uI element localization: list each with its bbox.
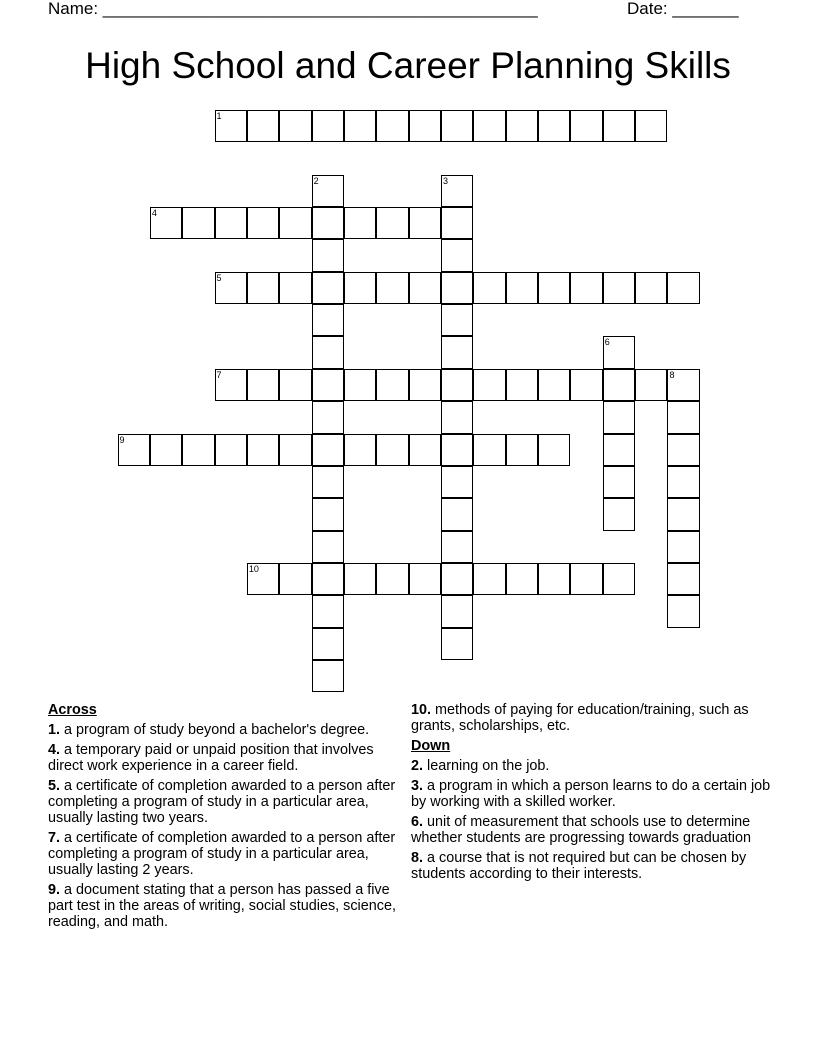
crossword-cell[interactable] xyxy=(441,304,473,336)
crossword-cell[interactable] xyxy=(279,110,311,142)
crossword-cell[interactable] xyxy=(312,369,344,401)
crossword-cell[interactable] xyxy=(538,563,570,595)
crossword-cell[interactable] xyxy=(312,531,344,563)
crossword-cell[interactable] xyxy=(570,563,602,595)
clue-number: 7. xyxy=(48,830,61,846)
crossword-cell[interactable] xyxy=(441,239,473,271)
crossword-cell[interactable] xyxy=(506,434,538,466)
clue-across-5 xyxy=(48,778,408,826)
clue-text: a program of study beyond a bachelor's degree. xyxy=(64,722,370,738)
crossword-cell[interactable] xyxy=(409,207,441,239)
clue-number-label: 3 xyxy=(443,175,449,186)
crossword-cell[interactable] xyxy=(312,272,344,304)
crossword-cell[interactable] xyxy=(279,272,311,304)
crossword-cell[interactable] xyxy=(247,110,279,142)
crossword-cell[interactable] xyxy=(409,369,441,401)
clue-number-label: 1 xyxy=(216,111,222,121)
crossword-cell[interactable] xyxy=(247,434,279,466)
crossword-cell[interactable] xyxy=(279,563,311,595)
crossword-cell[interactable] xyxy=(667,434,699,466)
crossword-cell[interactable] xyxy=(441,498,473,530)
clue-number-label: 5 xyxy=(216,272,222,283)
clue-number: 3. xyxy=(411,778,424,794)
crossword-cell[interactable] xyxy=(376,563,408,595)
crossword-cell[interactable] xyxy=(312,498,344,530)
crossword-cell[interactable] xyxy=(344,272,376,304)
clue-number: 1. xyxy=(48,722,61,738)
crossword-cell[interactable] xyxy=(667,369,699,401)
crossword-cell[interactable] xyxy=(667,401,699,433)
crossword-cell[interactable] xyxy=(247,563,279,595)
crossword-cell[interactable] xyxy=(441,434,473,466)
crossword-cell[interactable] xyxy=(376,272,408,304)
crossword-cell[interactable] xyxy=(667,563,699,595)
crossword-cell[interactable] xyxy=(279,207,311,239)
crossword-cell[interactable] xyxy=(312,304,344,336)
crossword-cell[interactable] xyxy=(344,110,376,142)
down-heading: Down xyxy=(411,738,451,754)
crossword-cell[interactable] xyxy=(603,466,635,498)
clue-down-2 xyxy=(411,758,771,774)
crossword-cell[interactable] xyxy=(312,110,344,142)
clue-number: 5. xyxy=(48,778,61,794)
crossword-cell[interactable] xyxy=(409,563,441,595)
crossword-cell[interactable] xyxy=(312,207,344,239)
crossword-cell[interactable] xyxy=(409,272,441,304)
crossword-cell[interactable] xyxy=(570,110,602,142)
crossword-cell[interactable] xyxy=(538,272,570,304)
crossword-cell[interactable] xyxy=(506,110,538,142)
crossword-cell[interactable] xyxy=(441,175,473,207)
crossword-cell[interactable] xyxy=(570,369,602,401)
clue-number-label: 2 xyxy=(313,175,319,186)
crossword-cell[interactable] xyxy=(441,207,473,239)
crossword-cell[interactable] xyxy=(312,466,344,498)
crossword-cell[interactable] xyxy=(441,401,473,433)
clue-number: 9. xyxy=(48,882,61,898)
clue-text: a program in which a person learns to do a certain job by working with a skilled worker. xyxy=(411,778,771,810)
crossword-cell[interactable] xyxy=(215,434,247,466)
crossword-cell[interactable] xyxy=(312,660,344,692)
clue-number-label: 6 xyxy=(604,337,610,348)
crossword-cell[interactable] xyxy=(279,369,311,401)
crossword-cell[interactable] xyxy=(344,369,376,401)
crossword-cell[interactable] xyxy=(667,531,699,563)
crossword-cell[interactable] xyxy=(312,595,344,627)
name-field[interactable]: Name: ______________________________________________ xyxy=(48,0,538,18)
crossword-cell[interactable] xyxy=(409,110,441,142)
crossword-cell[interactable] xyxy=(441,563,473,595)
clue-text: a certificate of completion awarded to a person after completing a program of study in a particular area, usually lasting two years. xyxy=(48,778,396,826)
clue-across-1 xyxy=(48,722,408,738)
crossword-cell[interactable] xyxy=(344,434,376,466)
clue-number: 10. xyxy=(411,702,432,718)
clue-number-label: 9 xyxy=(119,434,125,445)
clue-text: a temporary paid or unpaid position that involves direct work experience in a career field. xyxy=(48,742,374,774)
crossword-cell[interactable] xyxy=(312,563,344,595)
crossword-cell[interactable] xyxy=(441,595,473,627)
clues-right-column xyxy=(411,702,771,886)
clue-number-label: 8 xyxy=(669,369,675,380)
crossword-cell[interactable] xyxy=(603,369,635,401)
crossword-cell[interactable] xyxy=(473,434,505,466)
crossword-cell[interactable] xyxy=(506,369,538,401)
date-field[interactable]: Date: _______ xyxy=(627,0,739,18)
across-heading: Across xyxy=(48,702,97,718)
crossword-cell[interactable] xyxy=(441,369,473,401)
clue-across-9 xyxy=(48,882,408,930)
crossword-cell[interactable] xyxy=(473,110,505,142)
clue-number: 4. xyxy=(48,742,61,758)
crossword-cell[interactable] xyxy=(312,175,344,207)
clue-across-10 xyxy=(411,702,771,734)
crossword-cell[interactable] xyxy=(376,110,408,142)
clue-text: unit of measurement that schools use to determine whether students are progressing towards graduation xyxy=(411,814,751,846)
clue-number-label: 10 xyxy=(248,563,259,574)
clue-down-8 xyxy=(411,850,771,882)
crossword-cell[interactable] xyxy=(441,272,473,304)
crossword-cell[interactable] xyxy=(312,434,344,466)
clue-down-3 xyxy=(411,778,771,810)
crossword-cell[interactable] xyxy=(441,336,473,368)
crossword-cell[interactable] xyxy=(603,272,635,304)
crossword-cell[interactable] xyxy=(603,434,635,466)
crossword-cell[interactable] xyxy=(473,563,505,595)
crossword-cell[interactable] xyxy=(344,563,376,595)
crossword-cell[interactable] xyxy=(603,563,635,595)
crossword-cell[interactable] xyxy=(441,110,473,142)
crossword-cell[interactable] xyxy=(473,369,505,401)
crossword-cell[interactable] xyxy=(441,531,473,563)
crossword-cell[interactable] xyxy=(603,498,635,530)
crossword-cell[interactable] xyxy=(506,272,538,304)
crossword-cell[interactable] xyxy=(215,369,247,401)
crossword-cell[interactable] xyxy=(473,272,505,304)
clue-text: a document stating that a person has passed a five part test in the areas of writing, social studies, science, reading, and math. xyxy=(48,882,396,930)
crossword-cell[interactable] xyxy=(215,272,247,304)
crossword-cell[interactable] xyxy=(667,595,699,627)
clue-number: 6. xyxy=(411,814,424,830)
crossword-cell[interactable] xyxy=(247,272,279,304)
crossword-cell[interactable] xyxy=(603,401,635,433)
crossword-cell[interactable] xyxy=(182,434,214,466)
crossword-cell[interactable] xyxy=(570,272,602,304)
crossword-cell[interactable] xyxy=(667,466,699,498)
crossword-cell[interactable] xyxy=(150,207,182,239)
clues-left-column xyxy=(48,702,408,934)
crossword-cell[interactable] xyxy=(376,434,408,466)
crossword-cell[interactable] xyxy=(538,434,570,466)
crossword-cell[interactable] xyxy=(538,110,570,142)
crossword-cell[interactable] xyxy=(667,498,699,530)
crossword-cell[interactable] xyxy=(312,401,344,433)
clue-number-label: 4 xyxy=(151,208,157,219)
puzzle-title: High School and Career Planning Skills xyxy=(85,45,731,86)
clue-number-label: 7 xyxy=(216,369,222,380)
clue-down-6 xyxy=(411,814,771,846)
crossword-cell[interactable] xyxy=(118,434,150,466)
clue-across-7 xyxy=(48,830,408,878)
crossword-cell[interactable] xyxy=(182,207,214,239)
crossword-cell[interactable] xyxy=(215,207,247,239)
clue-number: 8. xyxy=(411,850,424,866)
crossword-cell[interactable] xyxy=(635,369,667,401)
crossword-cell[interactable] xyxy=(441,466,473,498)
crossword-cell[interactable] xyxy=(635,110,667,142)
crossword-cell[interactable] xyxy=(603,110,635,142)
crossword-cell[interactable] xyxy=(150,434,182,466)
crossword-cell[interactable] xyxy=(506,563,538,595)
crossword-cell[interactable] xyxy=(312,239,344,271)
crossword-cell[interactable] xyxy=(247,369,279,401)
crossword-cell[interactable] xyxy=(441,628,473,660)
crossword-cell[interactable] xyxy=(312,628,344,660)
clue-text: learning on the job. xyxy=(427,758,550,774)
crossword-cell[interactable] xyxy=(376,369,408,401)
clue-number: 2. xyxy=(411,758,424,774)
crossword-cell[interactable] xyxy=(344,207,376,239)
crossword-cell[interactable] xyxy=(215,110,247,142)
crossword-cell[interactable] xyxy=(409,434,441,466)
crossword-cell[interactable] xyxy=(279,434,311,466)
crossword-cell[interactable] xyxy=(376,207,408,239)
crossword-cell[interactable] xyxy=(247,207,279,239)
crossword-cell[interactable] xyxy=(312,336,344,368)
clue-text: a certificate of completion awarded to a person after completing a program of study in a particular area, usually lasting 2 years. xyxy=(48,830,396,878)
clue-across-4 xyxy=(48,742,408,774)
crossword-cell[interactable] xyxy=(667,272,699,304)
clue-text: a course that is not required but can be chosen by students according to their interests. xyxy=(411,850,747,882)
crossword-cell[interactable] xyxy=(635,272,667,304)
clue-text: methods of paying for education/training, such as grants, scholarships, etc. xyxy=(411,702,749,734)
crossword-cell[interactable] xyxy=(603,336,635,368)
crossword-cell[interactable] xyxy=(538,369,570,401)
